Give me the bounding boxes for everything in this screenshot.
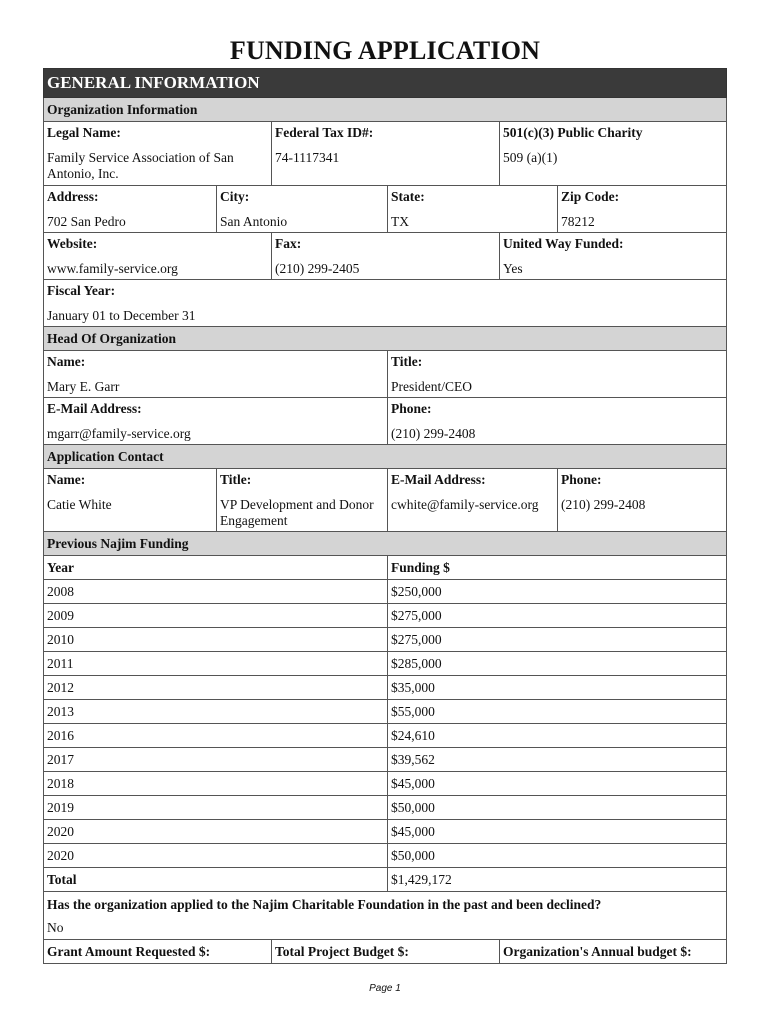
city-label: City: [216, 186, 387, 210]
head-name-value-row [43, 375, 727, 398]
contact-title-label: Title: [216, 469, 387, 493]
table-row [43, 844, 727, 868]
funding-amount: $50,000 [387, 844, 726, 867]
contact-phone-value: (210) 299-2408 [557, 493, 726, 531]
funding-amount: $45,000 [387, 772, 726, 795]
fax-label: Fax: [271, 233, 499, 257]
table-row [43, 748, 727, 772]
website-value: www.family-service.org [47, 261, 178, 276]
legal-name-value: Family Service Association of San Antonio, Inc. [47, 150, 234, 181]
funding-amount: $24,610 [387, 724, 726, 747]
funding-amount: $35,000 [387, 676, 726, 699]
funding-total-value: $1,429,172 [387, 868, 726, 891]
funding-amount: $275,000 [387, 628, 726, 651]
table-row [43, 820, 727, 844]
funding-year: 2012 [47, 680, 74, 695]
contact-phone-label: Phone: [557, 469, 726, 493]
funding-amount: $285,000 [387, 652, 726, 675]
grant-amount-label: Grant Amount Requested $: [47, 944, 211, 959]
funding-year: 2018 [47, 776, 74, 791]
head-email-label-row [43, 398, 727, 422]
table-row [43, 724, 727, 748]
funding-amount: $55,000 [387, 700, 726, 723]
table-row [43, 580, 727, 604]
section-general-information: GENERAL INFORMATION [43, 68, 727, 98]
funding-amount: $275,000 [387, 604, 726, 627]
fiscal-year-label: Fiscal Year: [47, 283, 116, 298]
funding-form [43, 68, 727, 964]
funding-year: 2011 [47, 656, 74, 671]
website-value-row [43, 257, 727, 280]
funding-amount: $39,562 [387, 748, 726, 771]
funding-header-row [43, 556, 727, 580]
funding-total-row [43, 868, 727, 892]
contact-label-row [43, 469, 727, 493]
table-row [43, 604, 727, 628]
table-row [43, 796, 727, 820]
funding-amount: $45,000 [387, 820, 726, 843]
head-name-value: Mary E. Garr [47, 379, 120, 394]
funding-year: 2010 [47, 632, 74, 647]
tax-id-label: Federal Tax ID#: [271, 122, 499, 146]
contact-value-row [43, 493, 727, 532]
funding-rows [43, 580, 727, 868]
united-way-label: United Way Funded: [499, 233, 726, 257]
head-email-value-row [43, 422, 727, 445]
funding-amount: $50,000 [387, 796, 726, 819]
annual-budget-label: Organization's Annual budget $: [499, 940, 726, 963]
fax-value: (210) 299-2405 [271, 257, 499, 279]
head-title-value: President/CEO [387, 375, 726, 397]
legal-value-row [43, 146, 727, 186]
address-value-row [43, 210, 727, 233]
contact-name-label: Name: [47, 472, 86, 487]
fiscal-label-row [43, 280, 727, 304]
page-footer: Page 1 [369, 983, 401, 994]
table-row [43, 628, 727, 652]
head-name-label-row [43, 351, 727, 375]
head-email-label: E-Mail Address: [47, 401, 142, 416]
zip-label: Zip Code: [557, 186, 726, 210]
table-row [43, 772, 727, 796]
page-title: FUNDING APPLICATION [229, 36, 541, 65]
head-title-label: Title: [387, 351, 726, 375]
declined-answer: No [47, 920, 64, 935]
city-value: San Antonio [216, 210, 387, 232]
head-phone-label: Phone: [387, 398, 726, 422]
tax-id-value: 74-1117341 [271, 146, 499, 185]
subsection-previous-funding: Previous Najim Funding [43, 532, 727, 556]
funding-year: 2020 [47, 848, 74, 863]
funding-year: 2013 [47, 704, 74, 719]
budget-label-row [43, 940, 727, 964]
united-way-value: Yes [499, 257, 726, 279]
charity-label: 501(c)(3) Public Charity [499, 122, 726, 146]
contact-title-value: VP Development and Donor Engagement [216, 493, 387, 531]
contact-email-value: cwhite@family-service.org [387, 493, 557, 531]
head-name-label: Name: [47, 354, 86, 369]
declined-question-row [43, 892, 727, 916]
funding-year: 2020 [47, 824, 74, 839]
table-row [43, 700, 727, 724]
funding-year: 2016 [47, 728, 74, 743]
legal-label-row [43, 122, 727, 146]
funding-year-header: Year [47, 560, 74, 575]
subsection-head-of-organization: Head Of Organization [43, 327, 727, 351]
charity-value: 509 (a)(1) [499, 146, 726, 185]
table-row [43, 652, 727, 676]
funding-year: 2019 [47, 800, 74, 815]
funding-amount: $250,000 [387, 580, 726, 603]
subsection-organization-information: Organization Information [43, 98, 727, 122]
declined-answer-row [43, 916, 727, 940]
address-value: 702 San Pedro [47, 214, 126, 229]
funding-year: 2008 [47, 584, 74, 599]
legal-name-label: Legal Name: [47, 125, 121, 140]
state-value: TX [387, 210, 557, 232]
fiscal-value-row [43, 304, 727, 327]
project-budget-label: Total Project Budget $: [271, 940, 499, 963]
website-label: Website: [47, 236, 98, 251]
fiscal-year-value: January 01 to December 31 [47, 308, 196, 323]
table-row [43, 676, 727, 700]
funding-year: 2017 [47, 752, 74, 767]
subsection-application-contact: Application Contact [43, 445, 727, 469]
funding-year: 2009 [47, 608, 74, 623]
website-label-row [43, 233, 727, 257]
head-email-value: mgarr@family-service.org [47, 426, 191, 441]
address-label-row [43, 186, 727, 210]
contact-name-value: Catie White [47, 497, 112, 512]
contact-email-label: E-Mail Address: [387, 469, 557, 493]
funding-amount-header: Funding $ [387, 556, 726, 579]
address-label: Address: [47, 189, 99, 204]
declined-question: Has the organization applied to the Najim Charitable Foundation in the past and been declined? [47, 897, 602, 912]
state-label: State: [387, 186, 557, 210]
zip-value: 78212 [557, 210, 726, 232]
head-phone-value: (210) 299-2408 [387, 422, 726, 444]
funding-total-label: Total [47, 872, 77, 887]
